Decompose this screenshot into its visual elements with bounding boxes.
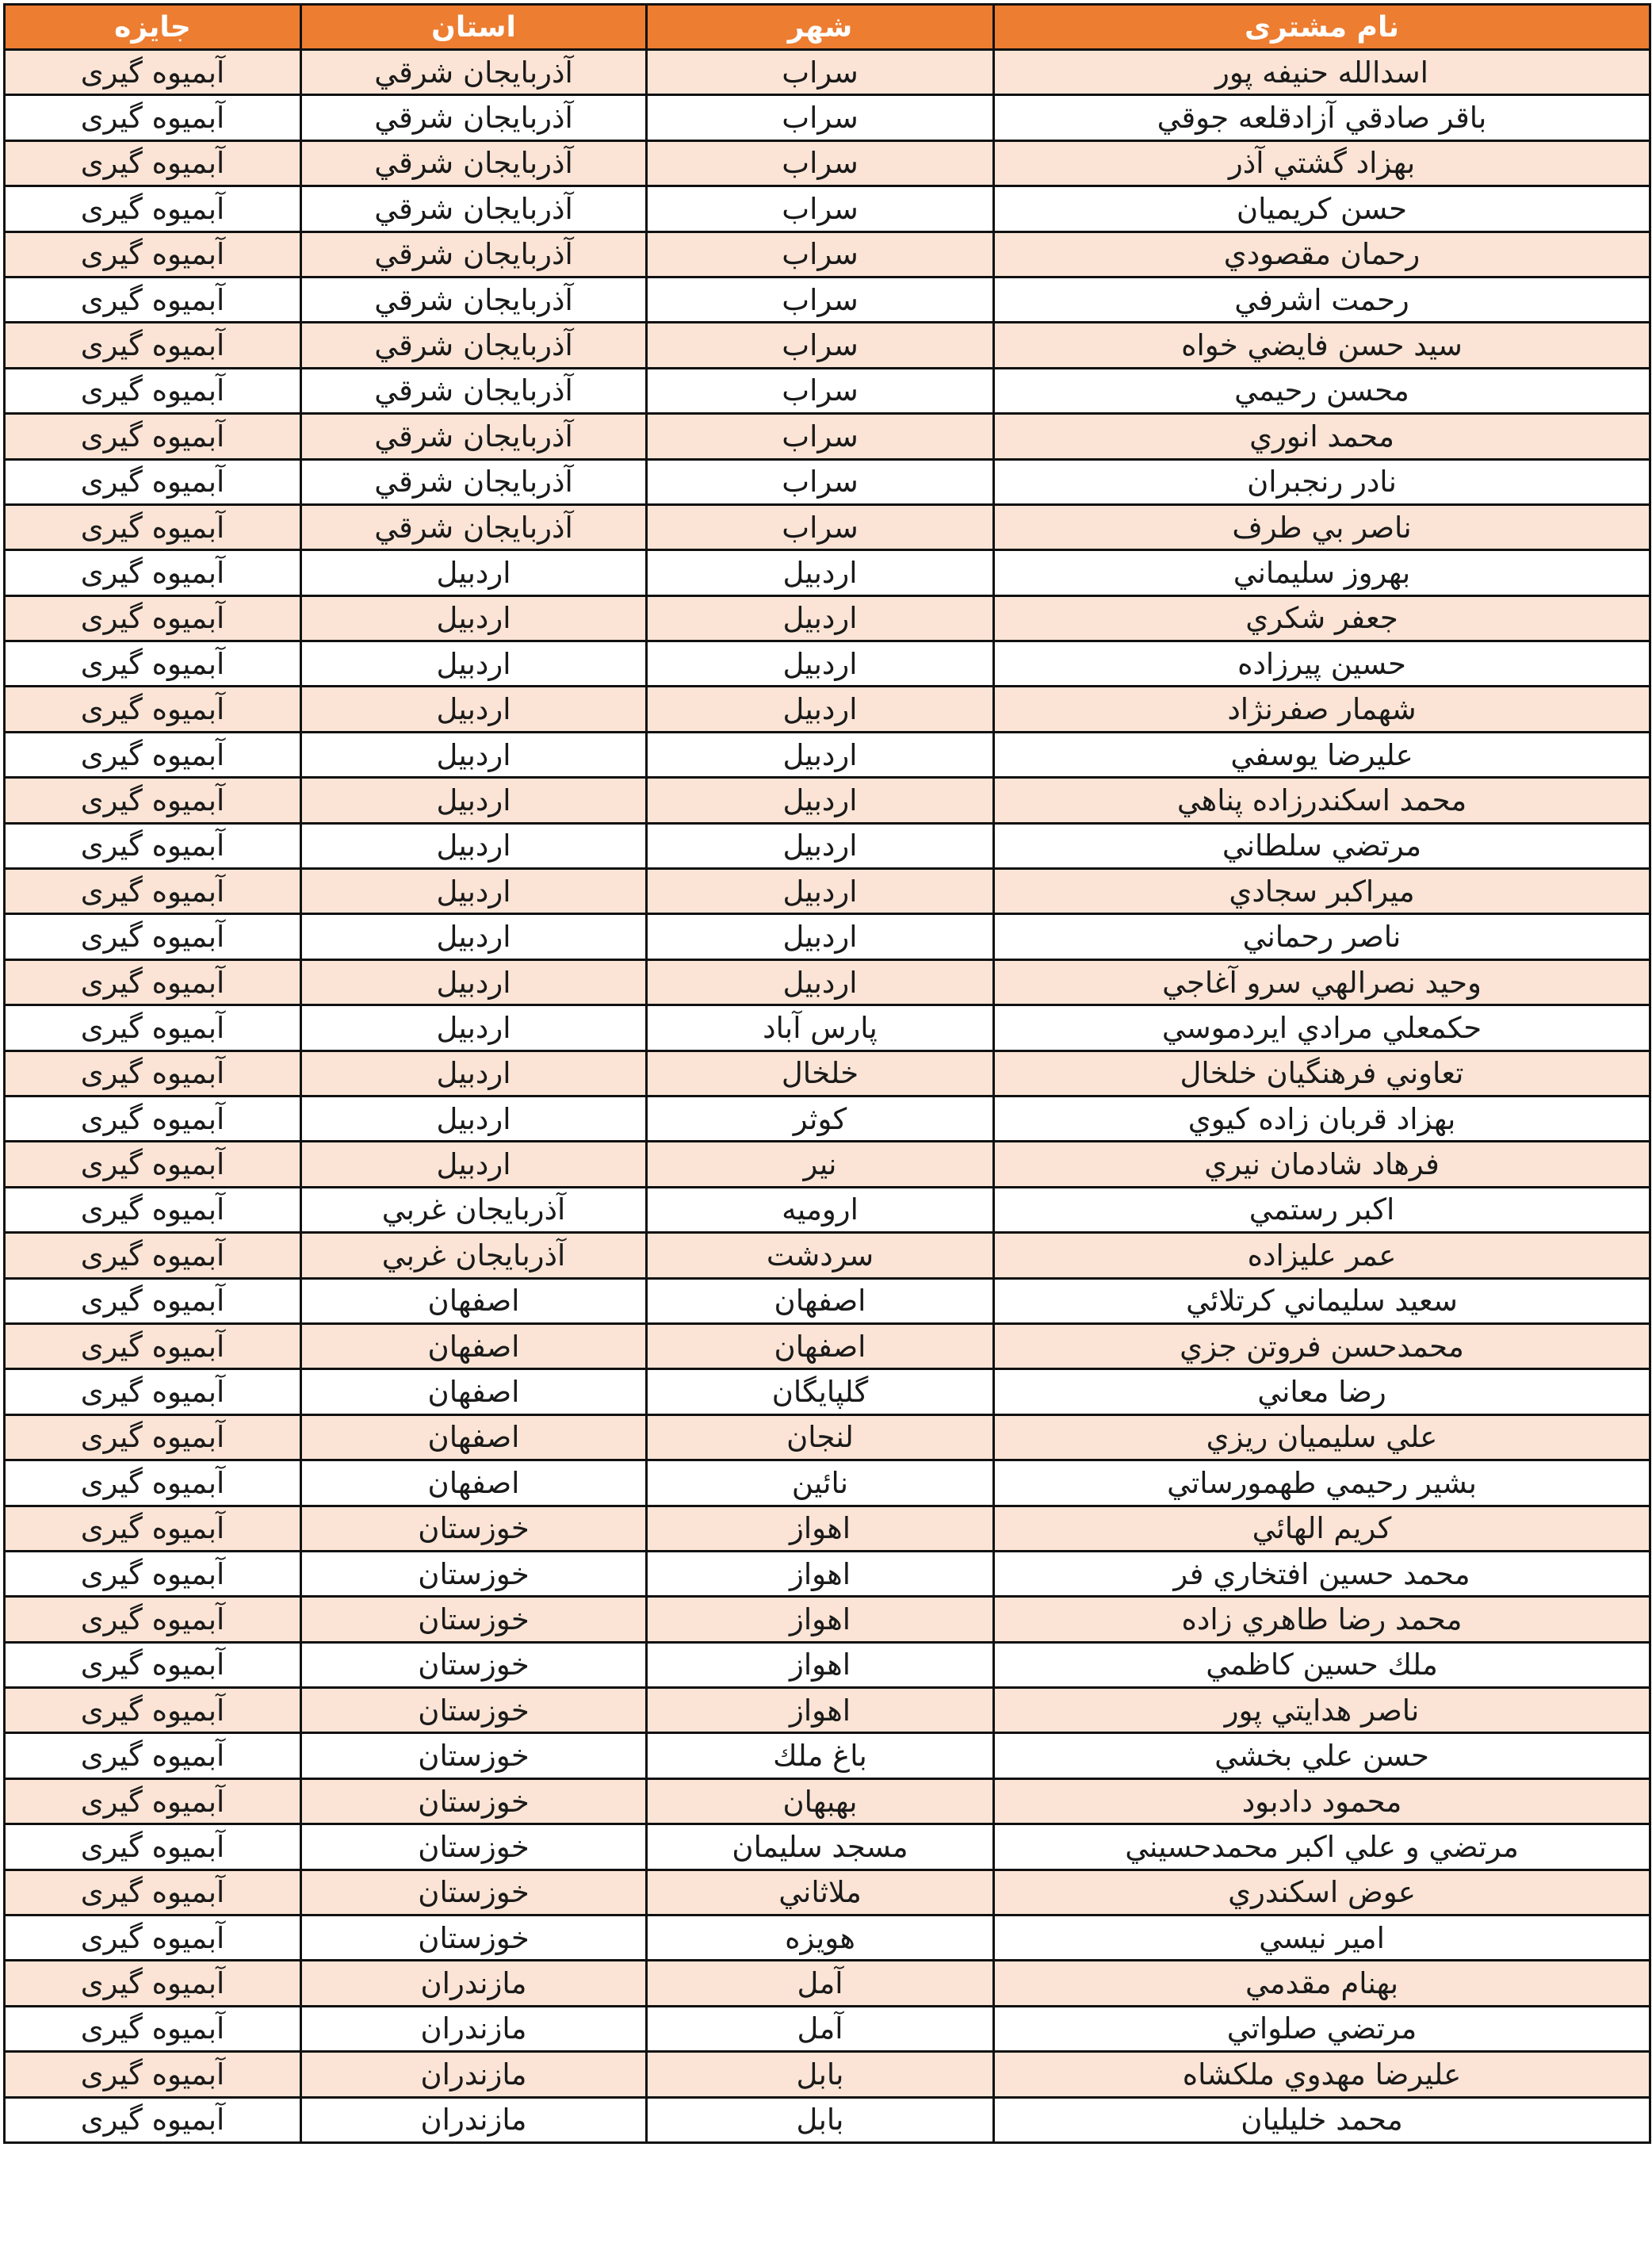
table-row [5, 368, 1650, 413]
cell-prize: آبمیوه گیری [5, 95, 301, 140]
cell-province: آذربایجان شرقي [301, 140, 647, 186]
table-row [5, 1597, 1650, 1642]
cell-province: اردبیل [301, 914, 647, 959]
cell-prize: آبمیوه گیری [5, 1414, 301, 1460]
table-row [5, 323, 1650, 368]
cell-province: اردبیل [301, 823, 647, 868]
table-row [5, 550, 1650, 595]
table-row [5, 1460, 1650, 1506]
cell-city: سراب [647, 368, 994, 413]
cell-province: خوزستان [301, 1551, 647, 1596]
cell-province: اصفهان [301, 1278, 647, 1323]
table-row [5, 687, 1650, 732]
cell-customer-name: مرتضي صلواتي [994, 2006, 1650, 2051]
table-row [5, 914, 1650, 959]
cell-customer-name: عليرضا يوسفي [994, 732, 1650, 777]
cell-prize: آبمیوه گیری [5, 641, 301, 687]
cell-customer-name: اكبر رستمي [994, 1187, 1650, 1232]
cell-city: اردبيل [647, 869, 994, 914]
cell-province: اصفهان [301, 1460, 647, 1506]
table-row [5, 732, 1650, 777]
table-row [5, 95, 1650, 140]
cell-province: خوزستان [301, 1597, 647, 1642]
cell-prize: آبمیوه گیری [5, 277, 301, 322]
cell-prize: آبمیوه گیری [5, 1051, 301, 1096]
cell-customer-name: حسين پيرزاده [994, 641, 1650, 687]
cell-customer-name: محمود دادبود [994, 1778, 1650, 1824]
table-row [5, 2052, 1650, 2097]
cell-city: سراب [647, 95, 994, 140]
cell-prize: آبمیوه گیری [5, 1778, 301, 1824]
cell-province: اردبیل [301, 1051, 647, 1096]
cell-prize: آبمیوه گیری [5, 595, 301, 641]
cell-province: اردبیل [301, 687, 647, 732]
winners-sheet [3, 3, 1649, 2144]
header-city: شهر [647, 5, 994, 50]
cell-province: خوزستان [301, 1824, 647, 1870]
table-row [5, 1051, 1650, 1096]
table-row [5, 232, 1650, 277]
cell-city: بابل [647, 2052, 994, 2097]
cell-city: سراب [647, 186, 994, 232]
cell-customer-name: بهروز سليماني [994, 550, 1650, 595]
cell-customer-name: رضا معاني [994, 1369, 1650, 1414]
cell-city: اصفهان [647, 1323, 994, 1368]
table-row [5, 1414, 1650, 1460]
table-row [5, 1187, 1650, 1232]
cell-prize: آبمیوه گیری [5, 1961, 301, 2006]
cell-city: اردبيل [647, 823, 994, 868]
cell-customer-name: ميراكبر سجادي [994, 869, 1650, 914]
cell-customer-name: سعيد سليماني كرتلائي [994, 1278, 1650, 1323]
cell-customer-name: عمر عليزاده [994, 1233, 1650, 1278]
cell-prize: آبمیوه گیری [5, 823, 301, 868]
cell-city: باغ ملك [647, 1733, 994, 1778]
cell-province: آذربایجان شرقي [301, 414, 647, 459]
cell-city: كوثر [647, 1096, 994, 1141]
cell-customer-name: بشير رحيمي طهمورساتي [994, 1460, 1650, 1506]
table-row [5, 504, 1650, 549]
table-row [5, 959, 1650, 1005]
table-row [5, 778, 1650, 823]
cell-prize: آبمیوه گیری [5, 368, 301, 413]
cell-city: پارس آباد [647, 1005, 994, 1051]
cell-customer-name: كريم الهائي [994, 1506, 1650, 1551]
table-row [5, 1096, 1650, 1141]
cell-prize: آبمیوه گیری [5, 1506, 301, 1551]
table-row [5, 50, 1650, 95]
cell-prize: آبمیوه گیری [5, 914, 301, 959]
cell-province: خوزستان [301, 1642, 647, 1687]
cell-city: سراب [647, 232, 994, 277]
cell-customer-name: بهنام مقدمي [994, 1961, 1650, 2006]
cell-city: اهواز [647, 1551, 994, 1596]
cell-prize: آبمیوه گیری [5, 1870, 301, 1915]
cell-city: آمل [647, 2006, 994, 2051]
cell-province: اردبیل [301, 550, 647, 595]
cell-province: اردبیل [301, 1096, 647, 1141]
table-body [5, 50, 1650, 2143]
table-header [5, 5, 1650, 50]
table-row [5, 277, 1650, 322]
cell-city: اردبيل [647, 595, 994, 641]
cell-customer-name: محمد رضا طاهري زاده [994, 1597, 1650, 1642]
cell-prize: آبمیوه گیری [5, 959, 301, 1005]
cell-customer-name: جعفر شكري [994, 595, 1650, 641]
cell-customer-name: باقر صادقي آزادقلعه جوقي [994, 95, 1650, 140]
cell-city: اروميه [647, 1187, 994, 1232]
cell-prize: آبمیوه گیری [5, 778, 301, 823]
cell-customer-name: امير نيسي [994, 1915, 1650, 1961]
cell-province: اصفهان [301, 1323, 647, 1368]
table-row [5, 459, 1650, 504]
table-row [5, 1642, 1650, 1687]
cell-city: نير [647, 1142, 994, 1187]
cell-city: سراب [647, 323, 994, 368]
cell-prize: آبمیوه گیری [5, 2097, 301, 2142]
cell-province: خوزستان [301, 1733, 647, 1778]
cell-city: آمل [647, 1961, 994, 2006]
cell-province: آذربایجان غربي [301, 1187, 647, 1232]
table-row [5, 641, 1650, 687]
cell-customer-name: محمدحسن فروتن جزي [994, 1323, 1650, 1368]
cell-city: ملاثاني [647, 1870, 994, 1915]
cell-prize: آبمیوه گیری [5, 1551, 301, 1596]
cell-prize: آبمیوه گیری [5, 186, 301, 232]
cell-customer-name: محسن رحيمي [994, 368, 1650, 413]
cell-province: آذربایجان شرقي [301, 232, 647, 277]
cell-customer-name: وحيد نصرالهي سرو آغاجي [994, 959, 1650, 1005]
cell-city: اهواز [647, 1642, 994, 1687]
cell-customer-name: نادر رنجبران [994, 459, 1650, 504]
table-row [5, 2006, 1650, 2051]
cell-prize: آبمیوه گیری [5, 869, 301, 914]
cell-prize: آبمیوه گیری [5, 1642, 301, 1687]
cell-city: اردبيل [647, 641, 994, 687]
cell-prize: آبمیوه گیری [5, 1824, 301, 1870]
table-row [5, 1824, 1650, 1870]
cell-customer-name: ناصر رحماني [994, 914, 1650, 959]
cell-city: اردبيل [647, 687, 994, 732]
cell-city: لنجان [647, 1414, 994, 1460]
cell-province: آذربایجان شرقي [301, 323, 647, 368]
cell-province: اردبیل [301, 1142, 647, 1187]
cell-customer-name: علي سليميان ريزي [994, 1414, 1650, 1460]
cell-province: خوزستان [301, 1506, 647, 1551]
table-row [5, 823, 1650, 868]
cell-customer-name: حسن علي بخشي [994, 1733, 1650, 1778]
table-row [5, 414, 1650, 459]
cell-city: سردشت [647, 1233, 994, 1278]
cell-customer-name: رحمان مقصودي [994, 232, 1650, 277]
cell-province: اردبیل [301, 869, 647, 914]
table-row [5, 1506, 1650, 1551]
cell-city: بهبهان [647, 1778, 994, 1824]
cell-prize: آبمیوه گیری [5, 1005, 301, 1051]
cell-city: گلپايگان [647, 1369, 994, 1414]
cell-city: بابل [647, 2097, 994, 2142]
cell-city: اردبيل [647, 778, 994, 823]
cell-province: مازندران [301, 2052, 647, 2097]
cell-city: اردبيل [647, 732, 994, 777]
cell-prize: آبمیوه گیری [5, 1142, 301, 1187]
cell-customer-name: مرتضي سلطاني [994, 823, 1650, 868]
cell-province: آذربایجان شرقي [301, 368, 647, 413]
cell-prize: آبمیوه گیری [5, 732, 301, 777]
cell-city: اصفهان [647, 1278, 994, 1323]
header-customer-name: نام مشتری [994, 5, 1650, 50]
cell-city: نائين [647, 1460, 994, 1506]
cell-prize: آبمیوه گیری [5, 1323, 301, 1368]
table-row [5, 1915, 1650, 1961]
cell-customer-name: محمد خليليان [994, 2097, 1650, 2142]
cell-customer-name: بهزاد قربان زاده كيوي [994, 1096, 1650, 1141]
cell-city: اردبيل [647, 959, 994, 1005]
table-row [5, 1278, 1650, 1323]
cell-province: اردبیل [301, 641, 647, 687]
table-row [5, 1688, 1650, 1733]
cell-province: آذربایجان شرقي [301, 95, 647, 140]
table-row [5, 1870, 1650, 1915]
header-province: استان [301, 5, 647, 50]
cell-province: آذربایجان شرقي [301, 504, 647, 549]
cell-province: اصفهان [301, 1414, 647, 1460]
cell-customer-name: تعاوني فرهنگيان خلخال [994, 1051, 1650, 1096]
cell-customer-name: عوض اسكندري [994, 1870, 1650, 1915]
cell-prize: آبمیوه گیری [5, 1597, 301, 1642]
cell-prize: آبمیوه گیری [5, 1460, 301, 1506]
cell-city: اهواز [647, 1688, 994, 1733]
cell-prize: آبمیوه گیری [5, 550, 301, 595]
cell-city: هويزه [647, 1915, 994, 1961]
cell-province: اصفهان [301, 1369, 647, 1414]
table-row [5, 2097, 1650, 2142]
header-row [5, 5, 1650, 50]
cell-prize: آبمیوه گیری [5, 687, 301, 732]
cell-prize: آبمیوه گیری [5, 504, 301, 549]
cell-customer-name: بهزاد گشتي آذر [994, 140, 1650, 186]
cell-province: خوزستان [301, 1778, 647, 1824]
table-row [5, 1733, 1650, 1778]
cell-customer-name: فرهاد شادمان نيري [994, 1142, 1650, 1187]
cell-province: اردبیل [301, 778, 647, 823]
cell-prize: آبمیوه گیری [5, 50, 301, 95]
cell-prize: آبمیوه گیری [5, 414, 301, 459]
cell-city: سراب [647, 504, 994, 549]
cell-province: اردبیل [301, 732, 647, 777]
cell-city: سراب [647, 140, 994, 186]
cell-province: مازندران [301, 2097, 647, 2142]
cell-customer-name: اسدالله حنيفه پور [994, 50, 1650, 95]
cell-prize: آبمیوه گیری [5, 1369, 301, 1414]
cell-prize: آبمیوه گیری [5, 2052, 301, 2097]
cell-city: اردبيل [647, 914, 994, 959]
cell-customer-name: ناصر بي طرف [994, 504, 1650, 549]
table-row [5, 1005, 1650, 1051]
cell-customer-name: رحمت اشرفي [994, 277, 1650, 322]
table-row [5, 1551, 1650, 1596]
cell-customer-name: سيد حسن فايضي خواه [994, 323, 1650, 368]
cell-customer-name: محمد اسكندرزاده پناهي [994, 778, 1650, 823]
table-row [5, 869, 1650, 914]
cell-customer-name: شهمار صفرنژاد [994, 687, 1650, 732]
cell-customer-name: محمد انوري [994, 414, 1650, 459]
cell-city: سراب [647, 459, 994, 504]
cell-prize: آبمیوه گیری [5, 1278, 301, 1323]
cell-city: مسجد سليمان [647, 1824, 994, 1870]
cell-customer-name: عليرضا مهدوي ملكشاه [994, 2052, 1650, 2097]
cell-customer-name: ملك حسين كاظمي [994, 1642, 1650, 1687]
table-row [5, 1142, 1650, 1187]
cell-province: خوزستان [301, 1915, 647, 1961]
cell-city: خلخال [647, 1051, 994, 1096]
cell-prize: آبمیوه گیری [5, 323, 301, 368]
table-row [5, 1323, 1650, 1368]
cell-province: اردبیل [301, 595, 647, 641]
table-row [5, 186, 1650, 232]
table-row [5, 1369, 1650, 1414]
cell-province: مازندران [301, 2006, 647, 2051]
cell-prize: آبمیوه گیری [5, 232, 301, 277]
cell-prize: آبمیوه گیری [5, 1915, 301, 1961]
cell-city: اهواز [647, 1597, 994, 1642]
winners-table [3, 3, 1651, 2144]
table-row [5, 140, 1650, 186]
cell-prize: آبمیوه گیری [5, 1096, 301, 1141]
header-prize: جایزه [5, 5, 301, 50]
cell-province: آذربایجان شرقي [301, 50, 647, 95]
cell-city: سراب [647, 50, 994, 95]
cell-province: خوزستان [301, 1688, 647, 1733]
cell-province: مازندران [301, 1961, 647, 2006]
cell-prize: آبمیوه گیری [5, 1733, 301, 1778]
cell-city: اردبيل [647, 550, 994, 595]
cell-customer-name: حكمعلي مرادي ايردموسي [994, 1005, 1650, 1051]
table-row [5, 1233, 1650, 1278]
table-row [5, 1961, 1650, 2006]
cell-province: آذربایجان غربي [301, 1233, 647, 1278]
cell-prize: آبمیوه گیری [5, 140, 301, 186]
cell-province: آذربایجان شرقي [301, 277, 647, 322]
cell-prize: آبمیوه گیری [5, 2006, 301, 2051]
table-row [5, 1778, 1650, 1824]
cell-city: اهواز [647, 1506, 994, 1551]
cell-province: اردبیل [301, 959, 647, 1005]
cell-customer-name: ناصر هدايتي پور [994, 1688, 1650, 1733]
cell-province: آذربایجان شرقي [301, 459, 647, 504]
cell-province: آذربایجان شرقي [301, 186, 647, 232]
cell-city: سراب [647, 414, 994, 459]
cell-prize: آبمیوه گیری [5, 459, 301, 504]
cell-customer-name: حسن كريميان [994, 186, 1650, 232]
cell-prize: آبمیوه گیری [5, 1688, 301, 1733]
cell-prize: آبمیوه گیری [5, 1233, 301, 1278]
cell-province: اردبیل [301, 1005, 647, 1051]
cell-prize: آبمیوه گیری [5, 1187, 301, 1232]
cell-city: سراب [647, 277, 994, 322]
table-row [5, 595, 1650, 641]
cell-customer-name: محمد حسين افتخاري فر [994, 1551, 1650, 1596]
cell-customer-name: مرتضي و علي اكبر محمدحسيني [994, 1824, 1650, 1870]
cell-province: خوزستان [301, 1870, 647, 1915]
